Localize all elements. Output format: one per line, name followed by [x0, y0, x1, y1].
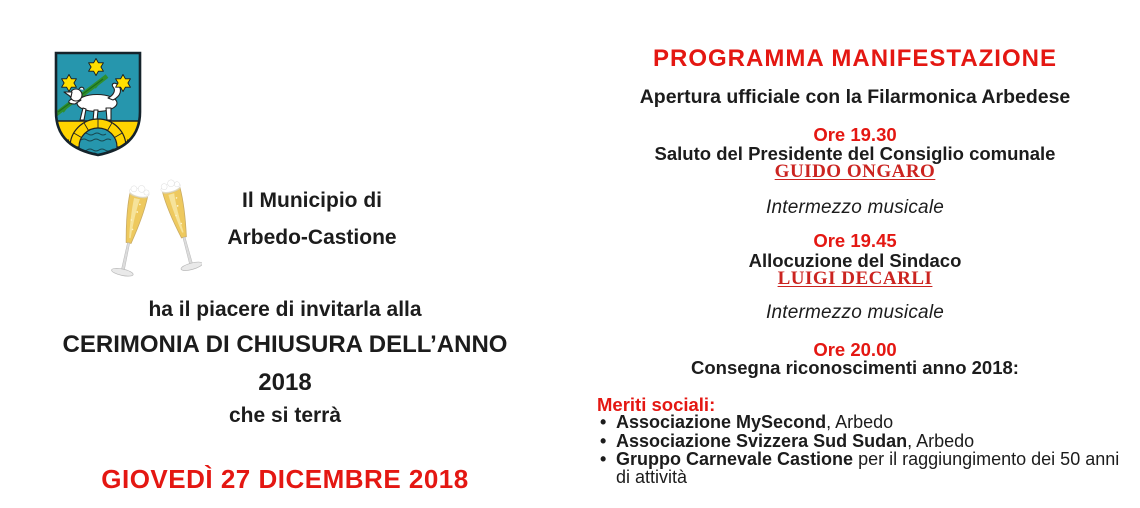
merit-name: Associazione Svizzera Sud Sudan: [616, 430, 908, 451]
slot3-time: Ore 20.00: [813, 339, 897, 360]
program-column: [570, 0, 1140, 508]
bullet-icon: •: [600, 430, 607, 451]
slot2-speaker: LUIGI DECARLI: [777, 268, 933, 289]
champagne-glasses-icon: [108, 172, 202, 296]
slot1-speaker: GUIDO ONGARO: [774, 161, 936, 182]
interlude2: Intermezzo musicale: [765, 302, 945, 323]
merit-name: Gruppo Carnevale Castione: [616, 449, 854, 469]
merit-item: [600, 413, 1128, 431]
interlude1: Intermezzo musicale: [765, 197, 945, 218]
merit-detail: , Arbedo: [907, 430, 975, 451]
merits-list: [600, 413, 1128, 487]
merit-item: [600, 432, 1128, 450]
bullet-icon: •: [600, 412, 607, 432]
program-title: PROGRAMMA MANIFESTAZIONE: [653, 45, 1057, 72]
event-date: GIOVEDÌ 27 DICEMBRE 2018: [101, 464, 469, 494]
merit-detail-wrap: di attività: [616, 467, 688, 487]
program-opening-line: Apertura ufficiale con la Filarmonica Arbedese: [639, 86, 1071, 108]
merit-name: Associazione MySecond: [616, 412, 827, 432]
invite-line: ha il piacere di invitarla alla: [148, 298, 422, 321]
merit-detail: per il raggiungimento dei 50 anni: [853, 449, 1120, 469]
ceremony-year: 2018: [258, 369, 312, 396]
merit-detail: , Arbedo: [826, 412, 894, 432]
held-line: che si terrà: [228, 404, 342, 427]
ceremony-title: CERIMONIA DI CHIUSURA DELL’ANNO: [62, 331, 508, 358]
merit-item: [600, 450, 1128, 486]
slot1-time: Ore 19.30: [813, 124, 897, 145]
slot2-description: Allocuzione del Sindaco: [748, 250, 962, 271]
slot1-description: Saluto del Presidente del Consiglio comunale: [654, 143, 1056, 164]
municipality-line1: Il Municipio di: [242, 189, 382, 212]
slot2-time: Ore 19.45: [813, 230, 897, 251]
slot3-description: Consegna riconoscimenti anno 2018:: [691, 357, 1019, 378]
bullet-icon: •: [600, 449, 607, 469]
municipality-line2: Arbedo-Castione: [227, 226, 397, 249]
arbedo-castione-coat-of-arms-icon: [53, 50, 143, 158]
merits-heading: Meriti sociali:: [597, 394, 716, 415]
